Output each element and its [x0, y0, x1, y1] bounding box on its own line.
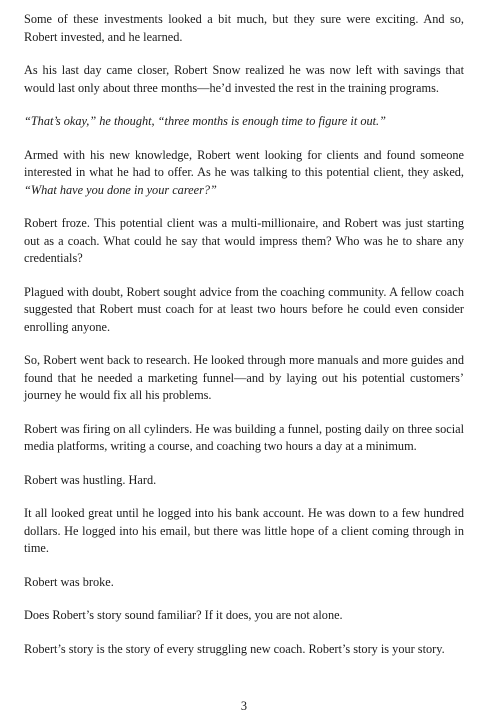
paragraph-your-story — [24, 641, 464, 659]
page-number: 3 — [240, 699, 248, 713]
italic-quote: “What have you done in your career?” — [24, 182, 217, 197]
paragraph-text: As his last day came closer, Robert Snow realized he was now left with savings that would last only about three months—he’d invested the rest in the training programs. — [24, 63, 464, 95]
paragraph-text: So, Robert went back to research. He looked through more manuals and more guides and found that he needed a marketing funnel—and by laying out his potential customers’ journey he would fix all his problems. — [24, 353, 464, 402]
page-body — [24, 11, 464, 674]
paragraph-text: Robert was firing on all cylinders. He was building a funnel, posting daily on three social media platforms, writing a course, and coaching two hours a day at a minimum. — [24, 421, 464, 453]
paragraph-robert-froze — [24, 215, 464, 268]
paragraph-investments — [24, 11, 464, 46]
paragraph-sound-familiar — [24, 607, 464, 625]
paragraph-armed-with-knowledge — [24, 147, 464, 200]
paragraph-firing-on-all-cylinders — [24, 421, 464, 456]
paragraph-bank-account — [24, 505, 464, 558]
paragraph-back-to-research — [24, 352, 464, 405]
paragraph-text: Some of these investments looked a bit much, but they sure were exciting. And so, Robert invested, and he learned. — [24, 12, 464, 44]
paragraph-text: Robert froze. This potential client was a multi-millionaire, and Robert was just starting out as a coach. What could he say that would impress them? Who was he to share any credentials? — [24, 216, 464, 265]
paragraph-last-day — [24, 62, 464, 97]
paragraph-text: Armed with his new knowledge, Robert went looking for clients and found someone interested in what he had to offer. As he was talking to this potential client, they asked, — [24, 147, 464, 179]
paragraph-text: It all looked great until he logged into his bank account. He was down to a few hundred dollars. He logged into his email, but there was little hope of a client coming through in time. — [24, 506, 464, 555]
paragraph-text: Robert was hustling. Hard. — [24, 472, 157, 487]
paragraph-text: Plagued with doubt, Robert sought advice from the coaching community. A fellow coach suggested that Robert must coach for at least two hours before he could even consider enrolling anyone. — [24, 284, 464, 334]
italic-quote: “That’s okay,” he thought, “three months is enough time to figure it out.” — [24, 114, 386, 128]
paragraph-text: Robert’s story is the story of every struggling new coach. Robert’s story is your story. — [24, 641, 445, 656]
paragraph-text: Does Robert’s story sound familiar? If it does, you are not alone. — [24, 608, 343, 622]
paragraph-plagued-with-doubt — [24, 284, 464, 337]
paragraph-text: Robert was broke. — [24, 574, 114, 589]
paragraph-broke — [24, 574, 464, 592]
paragraph-thought-quote — [24, 113, 464, 131]
paragraph-hustling — [24, 472, 464, 490]
